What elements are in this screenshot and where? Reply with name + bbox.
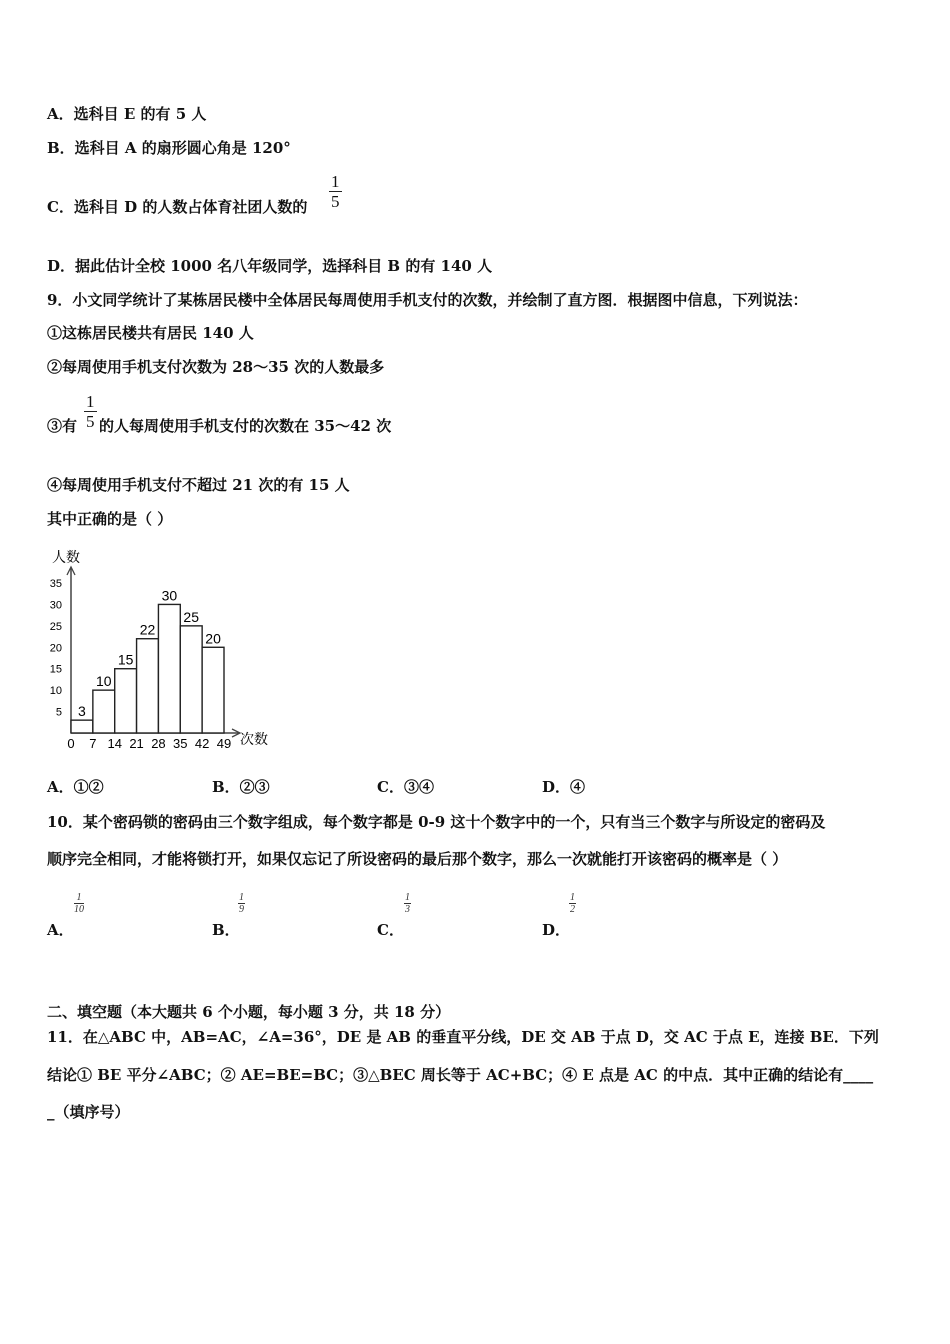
y-tick-label: 10	[49, 685, 62, 698]
q9-ask: 其中正确的是（ ）	[47, 510, 173, 528]
q10-b-fraction	[238, 892, 245, 915]
y-tick-label: 35	[49, 578, 62, 590]
section-2-title: 二、填空题（本大题共 6 个小题，每小题 3 分，共 18 分）	[47, 1003, 451, 1021]
y-tick-label: 15	[49, 663, 62, 676]
histogram-bar	[158, 604, 180, 733]
x-tick-label: 42	[194, 736, 210, 751]
x-axis-label: 次数	[240, 731, 268, 747]
histogram-bar	[137, 639, 159, 733]
x-tick-label: 21	[129, 736, 144, 751]
q8-option-b: B．选科目 A 的扇形圆心角是 120°	[47, 139, 291, 157]
bar-data-label: 10	[95, 673, 112, 690]
numerator: 1	[74, 892, 84, 904]
bar-data-label: 30	[161, 587, 178, 604]
x-tick-label: 0	[67, 736, 75, 751]
histogram-bar	[180, 626, 202, 733]
bar-data-label: 25	[183, 608, 200, 625]
denominator: 5	[86, 412, 95, 431]
q9-option-b: B．②③	[212, 778, 270, 796]
y-tick-label: 5	[55, 706, 62, 719]
x-tick-label: 7	[89, 736, 97, 751]
denominator: 10	[74, 904, 84, 915]
denominator: 2	[570, 904, 575, 915]
numerator: 1	[331, 172, 340, 191]
y-axis-label: 人数	[52, 549, 80, 565]
q10-option-b: B．	[212, 921, 240, 939]
histogram-bar	[71, 720, 93, 733]
q9-option-a: A．①②	[47, 778, 104, 796]
histogram-bar	[202, 647, 224, 733]
q11-line-3: _（填序号）	[47, 1103, 130, 1121]
numerator: 1	[405, 892, 410, 903]
bar-data-label: 22	[139, 621, 156, 638]
denominator: 3	[405, 904, 410, 915]
bar-data-label: 15	[117, 651, 134, 668]
q10-line-1: 10．某个密码锁的密码由三个数字组成，每个数字都是 0-9 这十个数字中的一个，只有当三个数字与所设定的密码及	[47, 813, 826, 831]
q11-line-2: 结论① BE 平分∠ABC；② AE=BE=BC；③△BEC 周长等于 AC+BC；④ E 点是 AC 的中点．其中正确的结论有____	[47, 1066, 874, 1084]
s3-pre: ③有	[47, 417, 78, 435]
q9-statement-2: ②每周使用手机支付次数为 28～35 次的人数最多	[47, 358, 385, 376]
y-tick-label: 30	[49, 599, 62, 612]
s3-post: 的人每周使用手机支付的次数在 35～42 次	[99, 417, 392, 435]
q9-option-c: C．③④	[377, 778, 434, 796]
numerator: 1	[86, 392, 95, 411]
numerator: 1	[570, 892, 575, 903]
x-tick-label: 35	[173, 736, 188, 751]
x-tick-label: 14	[107, 736, 122, 751]
q10-c-fraction	[404, 892, 411, 915]
q10-option-d: D．	[542, 921, 571, 939]
q10-line-2: 顺序完全相同，才能将锁打开，如果仅忘记了所设密码的最后那个数字，那么一次就能打开该密码的概率是（ ）	[47, 850, 788, 868]
q8-option-d: D．据此估计全校 1000 名八年级同学，选择科目 B 的有 140 人	[47, 257, 493, 275]
denominator: 9	[239, 904, 244, 915]
q10-option-a: A．	[47, 921, 74, 939]
q9-stem: 9．小文同学统计了某栋居民楼中全体居民每周使用手机支付的次数，并绘制了直方图．根据图中信息，下列说法：	[47, 291, 808, 309]
q11-line-1: 11．在△ABC 中，AB=AC，∠A=36°，DE 是 AB 的垂直平分线，DE 交 AB 于点 D，交 AC 于点 E，连接 BE．下列	[47, 1028, 879, 1046]
bar-data-label: 3	[78, 703, 86, 720]
x-tick-label: 49	[216, 736, 232, 751]
q9-option-d: D．④	[542, 778, 586, 796]
q10-d-fraction	[569, 892, 576, 915]
histogram-bar	[93, 690, 115, 733]
bar-data-label: 20	[205, 630, 221, 647]
q8-option-c: C．选科目 D 的人数占体育社团人数的	[47, 198, 308, 216]
denominator: 5	[331, 192, 340, 211]
numerator: 1	[239, 892, 244, 903]
y-tick-label: 20	[49, 642, 62, 655]
q8-option-a: A．选科目 E 的有 5 人	[47, 105, 207, 123]
y-tick-label: 25	[49, 620, 62, 633]
q10-option-c: C．	[377, 921, 404, 939]
q9-statement-4: ④每周使用手机支付不超过 21 次的有 15 人	[47, 476, 350, 494]
q10-a-fraction	[74, 892, 84, 915]
x-tick-label: 28	[151, 736, 166, 751]
q9-statement-1: ①这栋居民楼共有居民 140 人	[47, 324, 254, 342]
histogram-bar	[115, 669, 137, 733]
